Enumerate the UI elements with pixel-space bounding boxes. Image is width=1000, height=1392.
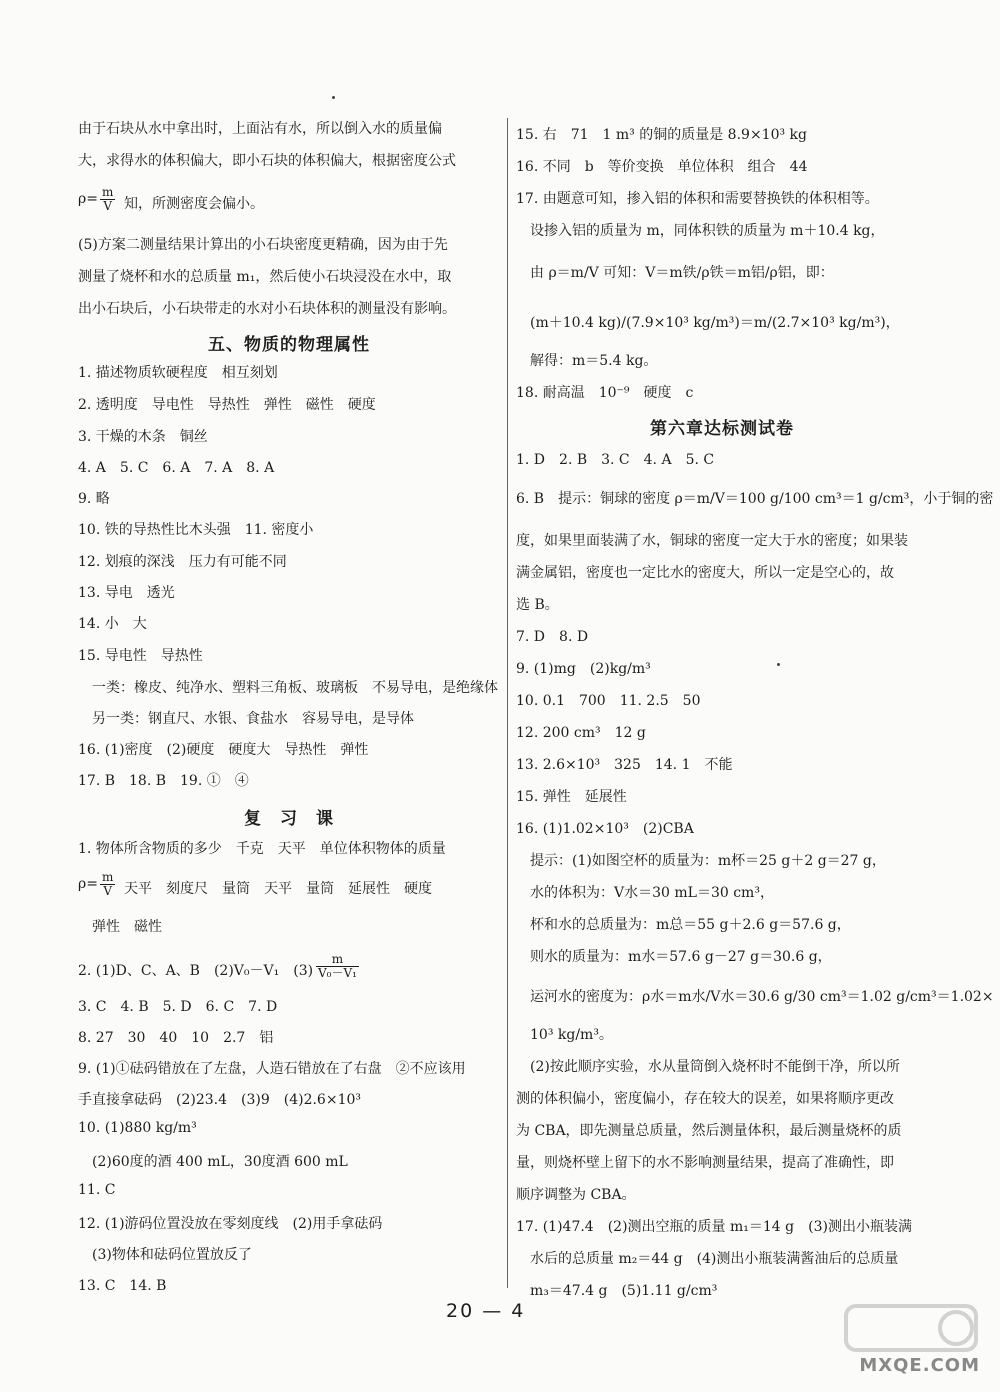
left-text-line: 13. 导电 透光 (78, 585, 175, 601)
right-text-line: 设掺入铝的质量为 m，同体积铁的质量为 m＋10.4 kg， (516, 223, 885, 239)
right-text-line: 解得：m＝5.4 kg。 (516, 353, 658, 369)
right-text-line: 水后的总质量 m₂＝44 g (4)测出小瓶装满酱油后的总质量 (516, 1251, 899, 1267)
left-text-line: 知，所测密度会偏小。 (124, 196, 264, 212)
right-text-line: 水的体积为：V水＝30 mL＝30 cm³， (516, 885, 774, 901)
section-heading: 复 习 课 (244, 809, 334, 829)
left-text-line: 10. 铁的导热性比木头强 11. 密度小 (78, 522, 314, 538)
left-text-line: 出小石块后，小石块带走的水对小石块体积的测量没有影响。 (78, 301, 456, 317)
left-text-line: 16. (1)密度 (2)硬度 硬度大 导热性 弹性 (78, 742, 369, 758)
left-text-line: 15. 导电性 导热性 (78, 648, 203, 664)
right-text-line: 16. 不同 b 等价变换 单位体积 组合 44 (516, 159, 808, 175)
section-heading: 五、物质的物理属性 (208, 335, 370, 355)
right-text-line: 量，则烧杯壁上留下的水不影响测量结果，提高了准确性，即 (516, 1155, 894, 1171)
right-text-line: 提示：(1)如图空杯的质量为：m杯＝25 g＋2 g＝27 g， (516, 853, 886, 869)
left-text-line: 由于石块从水中拿出时，上面沾有水，所以倒入水的质量偏 (78, 121, 442, 137)
right-text-line: 17. (1)47.4 (2)测出空瓶的质量 m₁＝14 g (3)测出小瓶装满 (516, 1219, 912, 1235)
right-text-line: 17. 由题意可知，掺入铝的体积和需要替换铁的体积相等。 (516, 191, 879, 207)
left-text-line: 8. 27 30 40 10 2.7 铝 (78, 1030, 274, 1046)
left-text-line: 10. (1)880 kg/m³ (78, 1120, 197, 1136)
left-text-line: 9. 略 (78, 491, 110, 507)
left-text-line: 一类：橡皮、纯净水、塑料三角板、玻璃板 不易导电，是绝缘体 (78, 680, 498, 696)
left-text-line: 弹性 磁性 (78, 919, 162, 935)
left-text-line: (5)方案二测量结果计算出的小石块密度更精确，因为由于先 (78, 237, 448, 253)
left-text-line: 测量了烧杯和水的总质量 m₁，然后使小石块浸没在水中，取 (78, 269, 452, 285)
left-text-line: 2. 透明度 导电性 导热性 弹性 磁性 硬度 (78, 397, 376, 413)
right-text-line: 13. 2.6×10³ 325 14. 1 不能 (516, 757, 733, 773)
left-text-line: 12. 划痕的深浅 压力有可能不同 (78, 554, 287, 570)
left-text-line: 4. A 5. C 6. A 7. A 8. A (78, 460, 275, 476)
right-text-line: 度，如果里面装满了水，铜球的密度一定大于水的密度；如果装 (516, 533, 908, 549)
right-text-line: 15. 弹性 延展性 (516, 789, 627, 805)
left-text-line: (2)60度的酒 400 mL，30度酒 600 mL (78, 1154, 348, 1170)
left-text-line: 天平 刻度尺 量筒 天平 量筒 延展性 硬度 (124, 881, 432, 897)
right-text-line: 1. D 2. B 3. C 4. A 5. C (516, 452, 715, 468)
left-text-line: 13. C 14. B (78, 1278, 167, 1294)
left-text-line: 12. (1)游码位置没放在零刻度线 (2)用手拿砝码 (78, 1216, 383, 1232)
left-text-line: 17. B 18. B 19. ① ④ (78, 773, 249, 789)
column-divider (507, 118, 508, 1288)
right-text-line: 10. 0.1 700 11. 2.5 50 (516, 693, 701, 709)
right-text-line: 满金属铝，密度也一定比水的密度大，所以一定是空心的，故 (516, 565, 894, 581)
right-text-line: (2)按此顺序实验，水从量筒倒入烧杯时不能倒干净，所以所 (516, 1059, 900, 1075)
left-text-line: 1. 物体所含物质的多少 千克 天平 单位体积物体的质量 (78, 841, 446, 857)
right-text-line: 顺序调整为 CBA。 (516, 1187, 636, 1203)
watermark-text: MXQE.COM (859, 1355, 980, 1376)
formula-m-over-v0-v1: $\frac{m}{\text{V₀－V₁}}$ (318, 952, 357, 980)
right-text-line: 由 ρ＝m/V 可知：V＝m铁/ρ铁＝m铝/ρ铝，即： (516, 265, 834, 281)
left-text-line: 手直接拿砝码 (2)23.4 (3)9 (4)2.6×10³ (78, 1092, 361, 1108)
right-text-line: 测的体积偏小，密度偏小，存在较大的误差，如果将顺序更改 (516, 1091, 894, 1107)
left-text-line: (3)物体和砝码位置放反了 (78, 1247, 252, 1263)
formula-rho-review: ρ= $\frac{m}{V}$ (78, 870, 114, 898)
right-text-line: 15. 右 71 1 m³ 的铜的质量是 8.9×10³ kg (516, 127, 807, 143)
left-text-line: 2. (1)D、C、A、B (2)V₀－V₁ (3) (78, 963, 314, 979)
right-text-line: 选 B。 (516, 597, 559, 613)
left-text-line: 11. C (78, 1182, 116, 1198)
formula-rho-m-over-v: ρ= $\frac{m}{V}$ (78, 185, 114, 213)
right-text-line: 18. 耐高温 10⁻⁹ 硬度 c (516, 385, 694, 401)
page-number: 20 — 4 (446, 1300, 526, 1322)
right-text-line: 7. D 8. D (516, 629, 589, 645)
right-text-line: (m＋10.4 kg)/(7.9×10³ kg/m³)＝m/(2.7×10³ kg/m³)， (516, 315, 900, 331)
right-text-line: m₃＝47.4 g (5)1.11 g/cm³ (516, 1283, 718, 1299)
right-text-line: 为 CBA，即先测量总质量，然后测量体积，最后测量烧杯的质 (516, 1123, 902, 1139)
right-text-line: 杯和水的总质量为：m总＝55 g＋2.6 g＝57.6 g， (516, 917, 851, 933)
right-text-line: 6. B 提示：铜球的密度 ρ＝m/V＝100 g/100 cm³＝1 g/cm³，小于铜的密 (516, 491, 994, 507)
scan-dot (332, 96, 335, 99)
right-text-line: 9. (1)mg (2)kg/m³ (516, 661, 651, 677)
section-heading: 第六章达标测试卷 (650, 419, 794, 439)
left-text-line: 另一类：钢直尺、水银、食盐水 容易导电，是导体 (78, 711, 414, 727)
right-text-line: 12. 200 cm³ 12 g (516, 725, 646, 741)
left-text-line: 9. (1)①砝码错放在了左盘，人造石错放在了右盘 ②不应该用 (78, 1061, 466, 1077)
right-text-line: 16. (1)1.02×10³ (2)CBA (516, 821, 694, 837)
left-text-line: 3. 干燥的木条 铜丝 (78, 429, 208, 445)
right-text-line: 运河水的密度为：ρ水＝m水/V水＝30.6 g/30 cm³＝1.02 g/cm³＝1.02× (516, 989, 994, 1005)
scan-dot (777, 663, 780, 666)
left-text-line: 1. 描述物质软硬程度 相互刻划 (78, 365, 278, 381)
left-text-line: 3. C 4. B 5. D 6. C 7. D (78, 999, 278, 1015)
right-text-line: 则水的质量为：m水＝57.6 g－27 g＝30.6 g， (516, 949, 832, 965)
left-text-line: 14. 小 大 (78, 616, 147, 632)
left-text-line: 大，求得水的体积偏大，即小石块的体积偏大，根据密度公式 (78, 153, 456, 169)
right-text-line: 10³ kg/m³。 (516, 1027, 613, 1043)
